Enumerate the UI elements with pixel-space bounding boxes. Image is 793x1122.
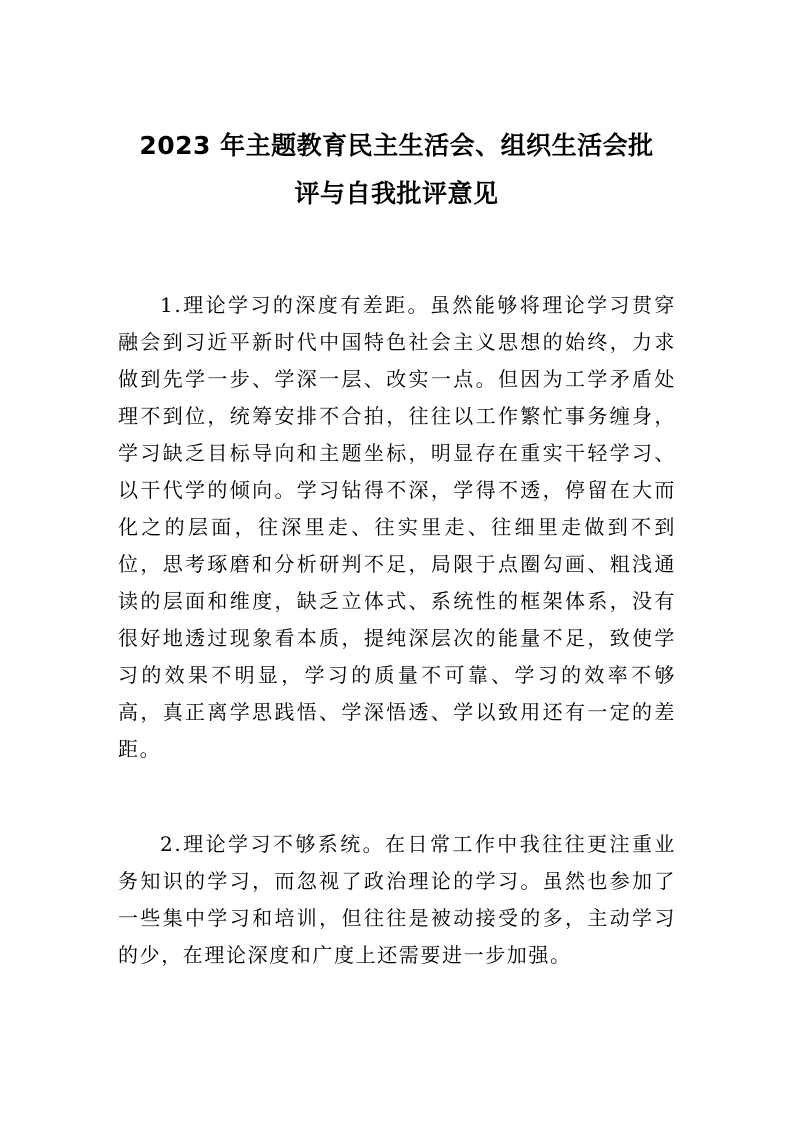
document-title	[108, 122, 685, 218]
title-line-1: 2023 年主题教育民主生活会、组织生活会批	[139, 131, 654, 160]
paragraph-1: 1.理论学习的深度有差距。虽然能够将理论学习贯穿融会到习近平新时代中国特色社会主义思想的始终，力求做到先学一步、学深一层、改实一点。但因为工学矛盾处理不到位，统筹安排不合拍，往往以工作繁忙事务缠身，学习缺乏目标导向和主题坐标，明显存在重实干轻学习、以干代学的倾向。学习钻得不深，学得不透，停留在大而化之的层面，往深里走、往实里走、往细里走做到不到位，思考琢磨和分析研判不足，局限于点圈勾画、粗浅通读的层面和维度，缺乏立体式、系统性的框架体系，没有很好地透过现象看本质，提纯深层次的能量不足，致使学习的效果不明显，学习的质量不可靠、学习的效率不够高，真正离学思践悟、学深悟透、学以致用还有一定的差距。	[118, 293, 676, 761]
paragraph-2: 2.理论学习不够系统。在日常工作中我往往更注重业务知识的学习，而忽视了政治理论的学习。虽然也参加了一些集中学习和培训，但往往是被动接受的多，主动学习的少，在理论深度和广度上还需要进一步加强。	[118, 832, 676, 967]
title-line-2: 评与自我批评意见	[294, 179, 499, 208]
